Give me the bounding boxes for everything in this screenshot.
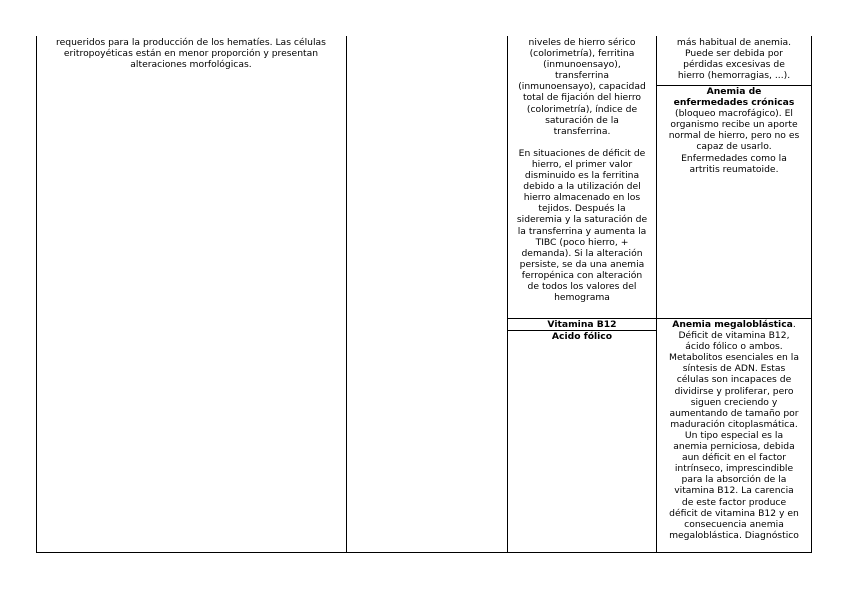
col4-line: ácido fólico o ambos.: [685, 341, 783, 353]
col3-line: total de fijación del hierro: [522, 92, 642, 104]
col4-line: síntesis de ADN. Estas: [682, 363, 786, 375]
col4-line: intrínseco, imprescindible: [674, 463, 794, 475]
col4-line: maduración citoplasmática.: [670, 418, 798, 430]
col4-line: dividirse y proliferar, pero: [674, 385, 794, 397]
col1-line: alteraciones morfológicas.: [130, 59, 252, 71]
table-divider-col3: [656, 36, 657, 553]
col4-line: déficit de vitamina B12 y en: [669, 507, 799, 519]
col4-megaloblastic-anemia-text: [658, 319, 810, 541]
col1-line: requeridos para la producción de los hematíes. Las células: [56, 37, 326, 48]
table-divider-col1: [346, 36, 347, 553]
col4-line: anemia perniciosa, debida: [673, 441, 795, 453]
megaloblastic-title: Anemia megaloblástica: [672, 319, 793, 330]
col3-line: debido a la utilización del: [523, 181, 641, 193]
col4-line: más habitual de anemia.: [676, 37, 792, 48]
col3-line: transferrina.: [553, 125, 611, 137]
col3-line: hemograma: [554, 292, 610, 304]
col3-iron-tests-text: [508, 37, 656, 303]
col4-line: Un tipo especial es la: [684, 429, 784, 441]
col4-chronic-anemia-text: [658, 86, 810, 175]
col4-line: Puede ser debida por: [685, 48, 783, 60]
col4-line: de este factor produce: [681, 496, 787, 508]
col3-line: (colorimetría), índice de: [526, 103, 638, 115]
col3-line: tejidos. Después la: [538, 203, 626, 215]
col4-line: Déficit de vitamina B12,: [678, 330, 790, 342]
col3-line: En situaciones de déficit de: [518, 147, 646, 159]
col3-line: sideremia y la saturación de: [516, 214, 648, 226]
col3-line: niveles de hierro sérico: [528, 37, 636, 48]
col4-iron-deficiency-text: [658, 37, 810, 81]
col4-line: consecuencia anemia: [684, 518, 784, 530]
col3-line: de todos los valores del: [527, 280, 637, 292]
col4-line: Metabolitos esenciales en la: [669, 352, 799, 364]
col3-line: ferropénica con alteración: [521, 269, 643, 281]
chronic-anemia-title: enfermedades crónicas: [673, 97, 795, 109]
col4-line: capaz de usarlo.: [696, 141, 772, 153]
col4-line: siguen creciendo y: [690, 396, 778, 408]
col4-line: (bloqueo macrofágico). El: [675, 108, 793, 120]
col3-line: persiste, se da una anemia: [519, 258, 645, 270]
col1-text: [38, 37, 344, 70]
col4-line: vitamina B12. La carencia: [674, 485, 794, 497]
col4-line: organismo recibe un aporte: [670, 119, 798, 131]
megaloblastic-title-suffix: .: [792, 319, 796, 330]
col3-line: la transferrina y aumenta la: [517, 225, 647, 237]
col4-line: aun déficit en el factor: [681, 452, 787, 464]
col3-vitamin-b12-label: Vitamina B12: [547, 319, 617, 330]
megaloblastic-title-line: [658, 319, 810, 330]
col4-line: células son incapaces de: [676, 374, 792, 386]
col3-line: saturación de la: [545, 114, 619, 126]
col4-line: para la absorción de la: [681, 474, 787, 486]
col3-line: hierro, el primer valor: [531, 158, 633, 170]
col1-line: eritropoyéticas están en menor proporción y presentan: [63, 48, 319, 60]
col3-line: (colorimetría), ferritina: [529, 48, 635, 60]
col4-line: Enfermedades como la: [681, 152, 787, 164]
table-border-right: [811, 36, 812, 553]
col4-line: normal de hierro, pero no es: [668, 130, 800, 142]
col4-line: artritis reumatoide.: [689, 163, 779, 175]
col3-line: (inmunoensayo), capacidad: [518, 81, 646, 93]
col4-line: hierro (hemorragias, ...).: [677, 70, 791, 82]
chronic-anemia-title: Anemia de: [706, 86, 762, 97]
col3-line: (inmunoensayo),: [543, 59, 621, 71]
col4-line: aumentando de tamaño por: [669, 407, 799, 419]
col3-line: hierro almacenado en los: [523, 192, 641, 204]
table-border-left: [36, 36, 37, 553]
col3-line: disminuido es la ferritina: [524, 170, 640, 182]
col3-folic-acid-label: Acido fólico: [551, 331, 613, 342]
col4-line: pérdidas excesivas de: [683, 59, 785, 71]
col4-line: megaloblástica. Diagnóstico: [669, 529, 799, 541]
col3-line: demanda). Si la alteración: [521, 247, 643, 259]
table-border-bottom: [36, 552, 812, 553]
col3-line: transferrina: [555, 70, 609, 82]
col3-line: TIBC (poco hierro, +: [535, 236, 629, 248]
